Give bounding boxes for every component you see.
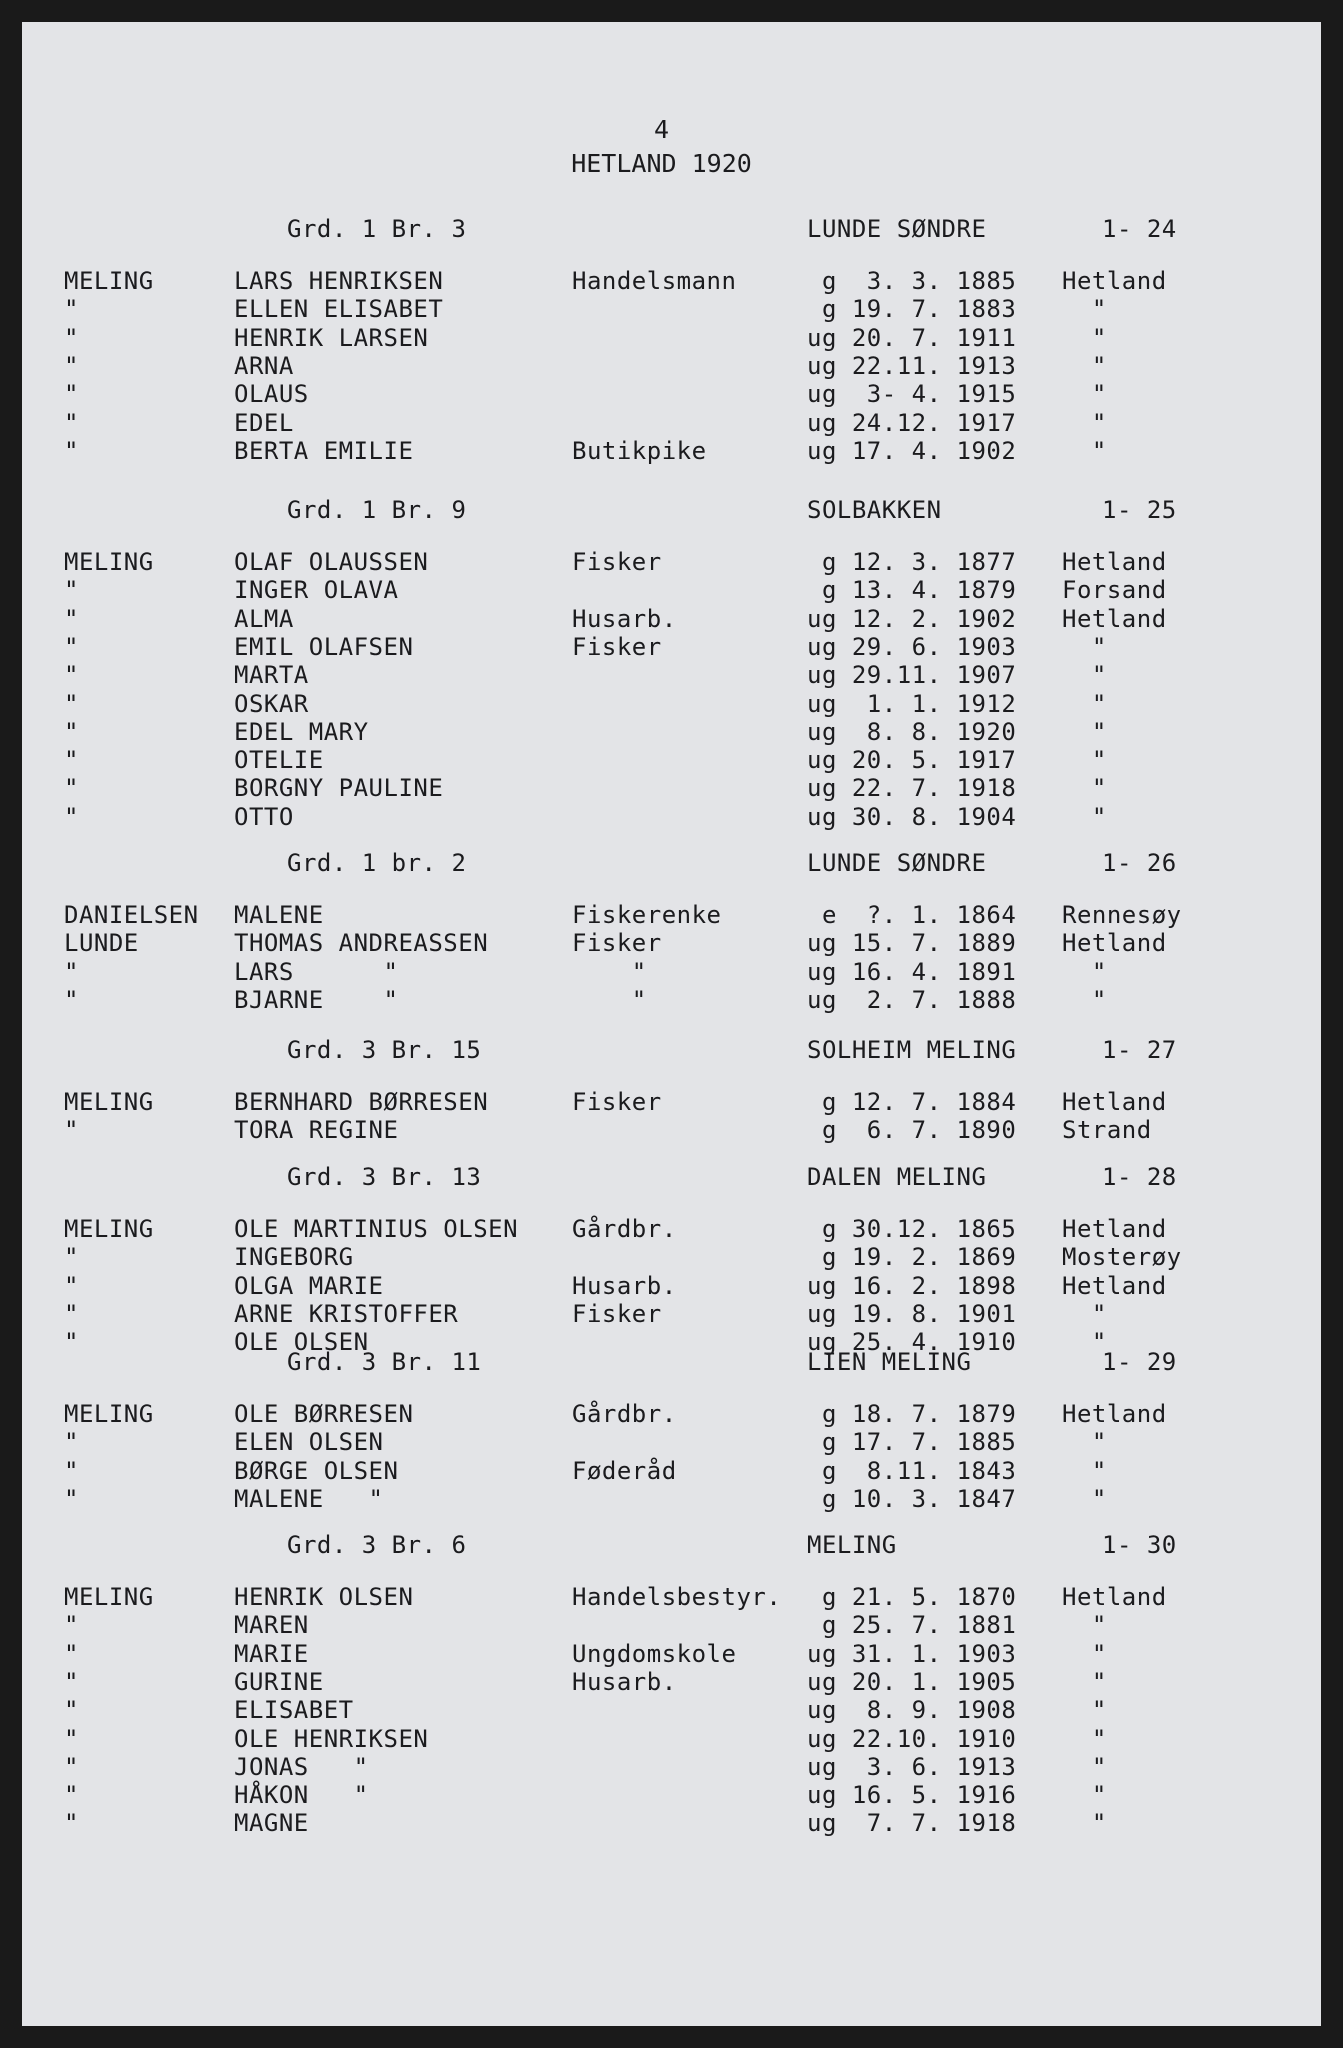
given-name: MALENE — [234, 901, 324, 929]
birth-place: " — [1062, 746, 1107, 775]
birth-place: " — [1062, 380, 1107, 409]
person-row — [22, 351, 1321, 381]
person-row — [22, 1115, 1321, 1145]
occupation: Husarb. — [572, 1667, 677, 1696]
person-row — [22, 1299, 1321, 1329]
person-row — [22, 632, 1321, 662]
grd-reference: Grd. 3 Br. 6 — [287, 1531, 467, 1559]
birth-place: " — [1062, 1611, 1107, 1640]
household-header — [22, 214, 1321, 244]
surname: " — [64, 1328, 79, 1357]
surname: " — [64, 295, 79, 324]
surname: " — [64, 717, 79, 746]
birth-date: g 18. 7. 1879 — [807, 1400, 1017, 1428]
farm-name: SOLHEIM MELING — [807, 1036, 1017, 1064]
person-row — [22, 660, 1321, 690]
birth-place: " — [1062, 717, 1107, 746]
surname: " — [64, 985, 79, 1014]
household-number: 1- 28 — [1102, 1163, 1177, 1191]
surname: " — [64, 1781, 79, 1810]
birth-place: Hetland — [1062, 1400, 1167, 1428]
birth-place: " — [1062, 1639, 1107, 1668]
person-row — [22, 689, 1321, 719]
surname: MELING — [64, 548, 154, 576]
birth-date: g 12. 3. 1877 — [807, 548, 1017, 576]
person-row — [22, 1456, 1321, 1486]
given-name: JONAS " — [234, 1752, 369, 1781]
person-row — [22, 1808, 1321, 1838]
birth-date: g 6. 7. 1890 — [807, 1116, 1017, 1145]
surname: " — [64, 1724, 79, 1753]
birth-date: g 10. 3. 1847 — [807, 1484, 1017, 1513]
occupation: Husarb. — [572, 1271, 677, 1300]
birth-date: g 12. 7. 1884 — [807, 1088, 1017, 1116]
given-name: OLE HENRIKSEN — [234, 1724, 429, 1753]
given-name: HENRIK OLSEN — [234, 1583, 414, 1611]
birth-date: ug 16. 4. 1891 — [807, 957, 1017, 986]
occupation: Husarb. — [572, 604, 677, 633]
person-row — [22, 717, 1321, 747]
person-row — [22, 379, 1321, 409]
surname: " — [64, 1428, 79, 1457]
given-name: LARS " — [234, 957, 399, 986]
given-name: EMIL OLAFSEN — [234, 632, 414, 661]
person-row — [22, 408, 1321, 438]
given-name: MARIE — [234, 1639, 309, 1668]
household-number: 1- 30 — [1102, 1531, 1177, 1559]
surname: " — [64, 632, 79, 661]
person-row — [22, 1399, 1321, 1429]
household-number: 1- 29 — [1102, 1348, 1177, 1376]
birth-place: " — [1062, 1456, 1107, 1485]
given-name: OLGA MARIE — [234, 1271, 384, 1300]
given-name: BORGNY PAULINE — [234, 774, 444, 803]
birth-place: Hetland — [1062, 1271, 1167, 1300]
person-row — [22, 323, 1321, 353]
given-name: MAREN — [234, 1611, 309, 1640]
occupation: Fisker — [572, 1299, 662, 1328]
given-name: EDEL — [234, 408, 294, 437]
occupation: Fiskerenke — [572, 901, 722, 929]
birth-place: Hetland — [1062, 1215, 1167, 1243]
given-name: OSKAR — [234, 689, 309, 718]
person-row — [22, 1780, 1321, 1810]
occupation: Gårdbr. — [572, 1215, 677, 1243]
grd-reference: Grd. 3 Br. 13 — [287, 1163, 482, 1191]
birth-date: ug 20. 5. 1917 — [807, 746, 1017, 775]
birth-place: Mosterøy — [1062, 1243, 1182, 1272]
birth-place: " — [1062, 985, 1107, 1014]
person-row — [22, 1639, 1321, 1669]
birth-place: Hetland — [1062, 929, 1167, 958]
birth-date: ug 15. 7. 1889 — [807, 929, 1017, 958]
birth-place: " — [1062, 323, 1107, 352]
given-name: HENRIK LARSEN — [234, 323, 429, 352]
given-name: TORA REGINE — [234, 1116, 399, 1145]
surname: " — [64, 1116, 79, 1145]
birth-date: ug 30. 8. 1904 — [807, 802, 1017, 831]
occupation: Fisker — [572, 548, 662, 576]
census-page — [22, 22, 1321, 2026]
surname: " — [64, 1299, 79, 1328]
given-name: BØRGE OLSEN — [234, 1456, 399, 1485]
birth-place: Hetland — [1062, 1583, 1167, 1611]
person-row — [22, 745, 1321, 775]
surname: MELING — [64, 267, 154, 295]
occupation: Ungdomskole — [572, 1639, 737, 1668]
person-row — [22, 575, 1321, 605]
page-title: HETLAND 1920 — [571, 149, 752, 178]
birth-date: ug 17. 4. 1902 — [807, 436, 1017, 465]
given-name: BERTA EMILIE — [234, 436, 414, 465]
household-header — [22, 848, 1321, 878]
given-name: MARTA — [234, 661, 309, 690]
given-name: OTELIE — [234, 746, 324, 775]
birth-place: Hetland — [1062, 604, 1167, 633]
person-row — [22, 1271, 1321, 1301]
farm-name: MELING — [807, 1531, 897, 1559]
given-name: MAGNE — [234, 1809, 309, 1838]
person-row — [22, 985, 1321, 1015]
person-row — [22, 547, 1321, 577]
birth-date: ug 29.11. 1907 — [807, 661, 1017, 690]
occupation: Fisker — [572, 1088, 662, 1116]
birth-date: g 19. 7. 1883 — [807, 295, 1017, 324]
birth-date: g 17. 7. 1885 — [807, 1428, 1017, 1457]
birth-place: " — [1062, 1299, 1107, 1328]
birth-place: Strand — [1062, 1116, 1152, 1145]
grd-reference: Grd. 3 Br. 15 — [287, 1036, 482, 1064]
occupation: " — [572, 957, 647, 986]
birth-place: Hetland — [1062, 267, 1167, 295]
birth-date: ug 22. 7. 1918 — [807, 774, 1017, 803]
given-name: ELISABET — [234, 1696, 354, 1725]
farm-name: SOLBAKKEN — [807, 496, 942, 524]
household-number: 1- 24 — [1102, 215, 1177, 243]
given-name: INGER OLAVA — [234, 576, 399, 605]
birth-place: " — [1062, 661, 1107, 690]
birth-date: ug 20. 7. 1911 — [807, 323, 1017, 352]
surname: MELING — [64, 1088, 154, 1116]
surname: " — [64, 436, 79, 465]
given-name: EDEL MARY — [234, 717, 369, 746]
surname: " — [64, 351, 79, 380]
birth-place: " — [1062, 1752, 1107, 1781]
given-name: LARS HENRIKSEN — [234, 267, 444, 295]
person-row — [22, 436, 1321, 466]
person-row — [22, 1427, 1321, 1457]
person-row — [22, 1724, 1321, 1754]
occupation: " — [572, 985, 647, 1014]
surname: DANIELSEN — [64, 901, 199, 929]
surname: MELING — [64, 1215, 154, 1243]
birth-place: " — [1062, 295, 1107, 324]
farm-name: DALEN MELING — [807, 1163, 987, 1191]
surname: " — [64, 1696, 79, 1725]
birth-date: g 3. 3. 1885 — [807, 267, 1017, 295]
person-row — [22, 928, 1321, 958]
person-row — [22, 1667, 1321, 1697]
birth-date: ug 25. 4. 1910 — [807, 1328, 1017, 1357]
surname: " — [64, 1667, 79, 1696]
surname: " — [64, 604, 79, 633]
surname: MELING — [64, 1583, 154, 1611]
birth-place: Forsand — [1062, 576, 1167, 605]
birth-date: ug 7. 7. 1918 — [807, 1809, 1017, 1838]
surname: " — [64, 408, 79, 437]
surname: " — [64, 802, 79, 831]
household-number: 1- 25 — [1102, 496, 1177, 524]
birth-date: g 30.12. 1865 — [807, 1215, 1017, 1243]
person-row — [22, 266, 1321, 296]
birth-place: Hetland — [1062, 1088, 1167, 1116]
given-name: THOMAS ANDREASSEN — [234, 929, 489, 958]
farm-name: LUNDE SØNDRE — [807, 215, 987, 243]
grd-reference: Grd. 1 br. 2 — [287, 849, 467, 877]
surname: " — [64, 1271, 79, 1300]
surname: " — [64, 1752, 79, 1781]
birth-date: ug 16. 2. 1898 — [807, 1271, 1017, 1300]
given-name: ARNA — [234, 351, 294, 380]
person-row — [22, 1582, 1321, 1612]
birth-date: g 13. 4. 1879 — [807, 576, 1017, 605]
person-row — [22, 1695, 1321, 1725]
birth-date: ug 22.11. 1913 — [807, 351, 1017, 380]
surname: " — [64, 1243, 79, 1272]
given-name: ARNE KRISTOFFER — [234, 1299, 459, 1328]
person-row — [22, 957, 1321, 987]
person-row — [22, 1087, 1321, 1117]
surname: " — [64, 774, 79, 803]
given-name: GURINE — [234, 1667, 324, 1696]
occupation: Føderåd — [572, 1456, 677, 1485]
surname: " — [64, 1639, 79, 1668]
birth-place: " — [1062, 408, 1107, 437]
birth-date: ug 2. 7. 1888 — [807, 985, 1017, 1014]
household-header — [22, 1035, 1321, 1065]
household-header — [22, 1347, 1321, 1377]
surname: MELING — [64, 1400, 154, 1428]
birth-place: " — [1062, 1667, 1107, 1696]
birth-place: " — [1062, 436, 1107, 465]
given-name: ELLEN ELISABET — [234, 295, 444, 324]
grd-reference: Grd. 1 Br. 3 — [287, 215, 467, 243]
occupation: Gårdbr. — [572, 1400, 677, 1428]
given-name: OTTO — [234, 802, 294, 831]
surname: " — [64, 746, 79, 775]
birth-date: ug 3. 6. 1913 — [807, 1752, 1017, 1781]
surname: " — [64, 1456, 79, 1485]
birth-date: ug 16. 5. 1916 — [807, 1781, 1017, 1810]
birth-date: ug 8. 9. 1908 — [807, 1696, 1017, 1725]
household-number: 1- 27 — [1102, 1036, 1177, 1064]
given-name: INGEBORG — [234, 1243, 354, 1272]
birth-place: Rennesøy — [1062, 901, 1182, 929]
person-row — [22, 1484, 1321, 1514]
birth-place: " — [1062, 774, 1107, 803]
surname: " — [64, 380, 79, 409]
birth-place: " — [1062, 1696, 1107, 1725]
given-name: OLE BØRRESEN — [234, 1400, 414, 1428]
birth-place: " — [1062, 1724, 1107, 1753]
given-name: BJARNE " — [234, 985, 399, 1014]
surname: " — [64, 323, 79, 352]
person-row — [22, 900, 1321, 930]
birth-place: " — [1062, 1328, 1107, 1357]
birth-date: g 25. 7. 1881 — [807, 1611, 1017, 1640]
birth-date: ug 29. 6. 1903 — [807, 632, 1017, 661]
occupation: Handelsmann — [572, 267, 737, 295]
person-row — [22, 1214, 1321, 1244]
grd-reference: Grd. 1 Br. 9 — [287, 496, 467, 524]
birth-place: " — [1062, 1809, 1107, 1838]
household-header — [22, 1530, 1321, 1560]
birth-place: " — [1062, 957, 1107, 986]
birth-date: ug 1. 1. 1912 — [807, 689, 1017, 718]
birth-place: " — [1062, 632, 1107, 661]
farm-name: LUNDE SØNDRE — [807, 849, 987, 877]
person-row — [22, 1752, 1321, 1782]
birth-place: " — [1062, 689, 1107, 718]
given-name: OLE OLSEN — [234, 1328, 369, 1357]
given-name: OLAF OLAUSSEN — [234, 548, 429, 576]
given-name: HÅKON " — [234, 1781, 369, 1810]
given-name: OLAUS — [234, 380, 309, 409]
person-row — [22, 294, 1321, 324]
occupation: Fisker — [572, 632, 662, 661]
person-row — [22, 773, 1321, 803]
birth-date: ug 8. 8. 1920 — [807, 717, 1017, 746]
birth-place: " — [1062, 1428, 1107, 1457]
birth-date: ug 20. 1. 1905 — [807, 1667, 1017, 1696]
given-name: ELEN OLSEN — [234, 1428, 384, 1457]
birth-place: " — [1062, 802, 1107, 831]
birth-date: g 8.11. 1843 — [807, 1456, 1017, 1485]
birth-date: ug 3- 4. 1915 — [807, 380, 1017, 409]
birth-place: " — [1062, 1484, 1107, 1513]
household-header — [22, 1162, 1321, 1192]
surname: " — [64, 661, 79, 690]
birth-date: g 21. 5. 1870 — [807, 1583, 1017, 1611]
household-header — [22, 495, 1321, 525]
given-name: ALMA — [234, 604, 294, 633]
birth-date: ug 19. 8. 1901 — [807, 1299, 1017, 1328]
birth-date: ug 12. 2. 1902 — [807, 604, 1017, 633]
given-name: MALENE " — [234, 1484, 384, 1513]
birth-place: Hetland — [1062, 548, 1167, 576]
birth-date: e ?. 1. 1864 — [807, 901, 1017, 929]
occupation: Butikpike — [572, 436, 707, 465]
person-row — [22, 802, 1321, 832]
birth-date: ug 24.12. 1917 — [807, 408, 1017, 437]
birth-date: g 19. 2. 1869 — [807, 1243, 1017, 1272]
occupation: Handelsbestyr. — [572, 1583, 782, 1611]
birth-date: ug 22.10. 1910 — [807, 1724, 1017, 1753]
surname: " — [64, 576, 79, 605]
birth-place: " — [1062, 1781, 1107, 1810]
surname: " — [64, 1611, 79, 1640]
given-name: BERNHARD BØRRESEN — [234, 1088, 489, 1116]
person-row — [22, 1242, 1321, 1272]
birth-place: " — [1062, 351, 1107, 380]
page-number: 4 — [653, 115, 670, 144]
surname: LUNDE — [64, 929, 139, 958]
surname: " — [64, 1484, 79, 1513]
given-name: OLE MARTINIUS OLSEN — [234, 1215, 519, 1243]
occupation: Fisker — [572, 929, 662, 958]
household-number: 1- 26 — [1102, 849, 1177, 877]
person-row — [22, 1610, 1321, 1640]
surname: " — [64, 957, 79, 986]
surname: " — [64, 1809, 79, 1838]
farm-name: LIEN MELING — [807, 1348, 972, 1376]
birth-date: ug 31. 1. 1903 — [807, 1639, 1017, 1668]
grd-reference: Grd. 3 Br. 11 — [287, 1348, 482, 1376]
surname: " — [64, 689, 79, 718]
person-row — [22, 604, 1321, 634]
